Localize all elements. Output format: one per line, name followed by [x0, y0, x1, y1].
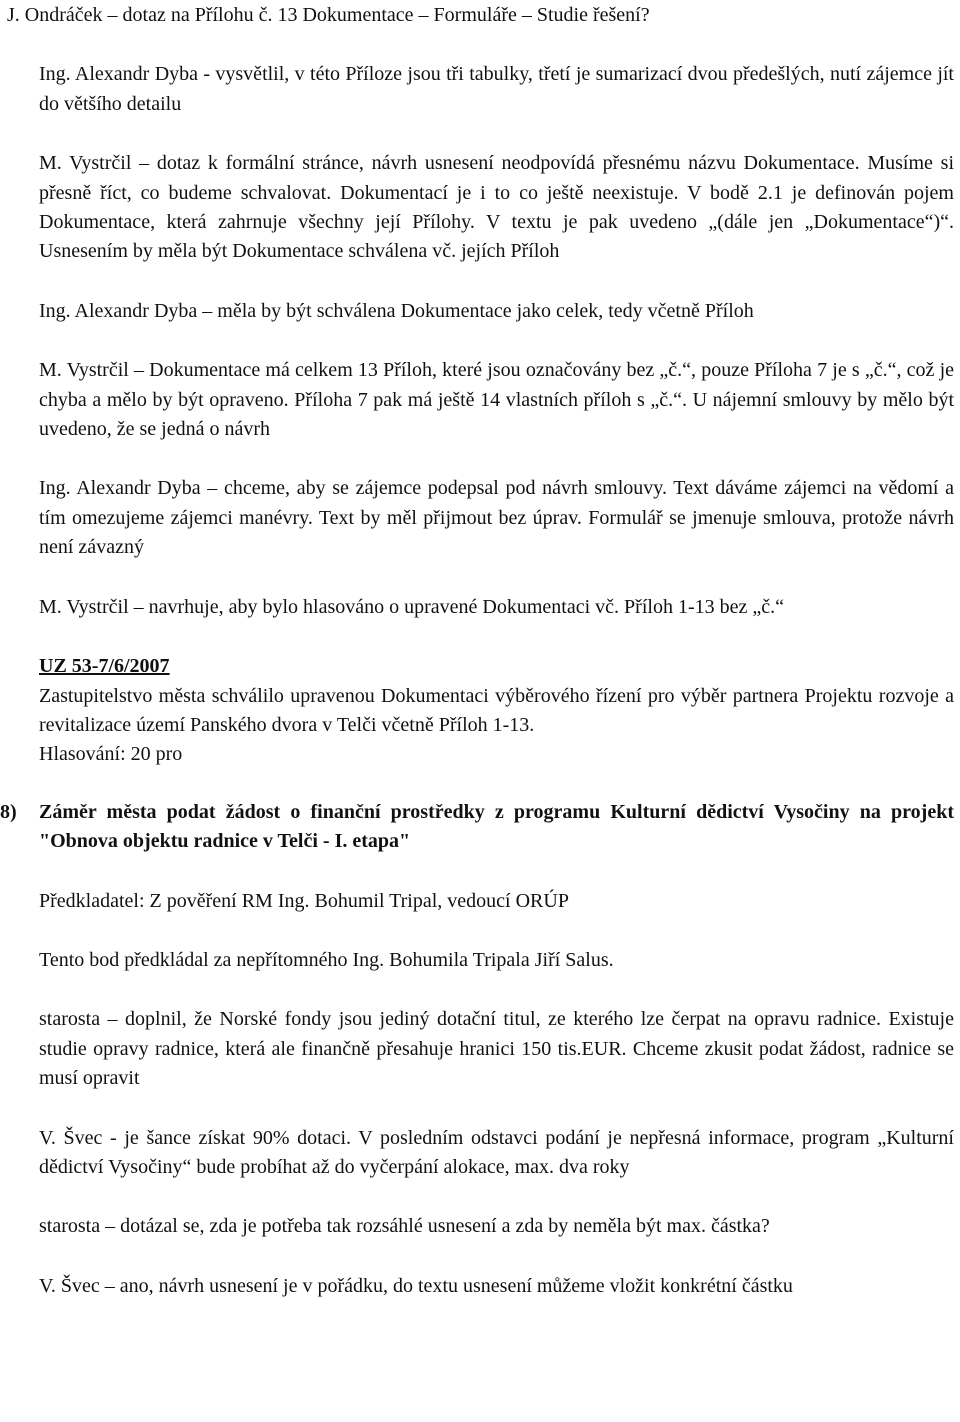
agenda-item-title: Záměr města podat žádost o finanční prostředky z programu Kulturní dědictví Vysočiny na projekt "Obnova objektu radnice v Telči - I. etapa"	[39, 800, 954, 853]
paragraph-svec-answer: V. Švec – ano, návrh usnesení je v pořádku, do textu usnesení můžeme vložit konkrétní částku	[39, 1274, 793, 1297]
paragraph-dyba-contract: Ing. Alexandr Dyba – chceme, aby se zájemce podepsal pod návrh smlouvy. Text dáváme zájemci na vědomí a tím omezujeme zájemci manévry. Text by měl přijmout bez úprav. Formulář se jmenuje smlouva, protože návrh není závazný	[39, 477, 954, 559]
paragraph-vystrcil-attachments: M. Vystrčil – Dokumentace má celkem 13 Příloh, které jsou označovány bez „č.“, pouze Příloha 7 je s „č.“, což je chyba a mělo by být opraveno. Příloha 7 pak má ještě 14 vlastních příloh s „č.“. U nájemní smlouvy by mělo být uvedeno, že se jedná o návrh	[39, 359, 954, 441]
paragraph-presenter: Předkladatel: Z pověření RM Ing. Bohumil Tripal, vedoucí ORÚP	[39, 889, 569, 912]
resolution-id: UZ 53-7/6/2007	[39, 655, 170, 678]
paragraph-mayor-question: starosta – dotázal se, zda je potřeba tak rozsáhlé usnesení a zda by neměla být max. částka?	[39, 1215, 770, 1238]
paragraph-dyba-explanation: Ing. Alexandr Dyba - vysvětlil, v této Příloze jsou tři tabulky, třetí je sumarizací dvou předešlých, nutí zájemce jít do většího detailu	[39, 63, 954, 115]
paragraph-vystrcil-formal: M. Vystrčil – dotaz k formální stránce, návrh usnesení neodpovídá přesnému názvu Dokumentace. Musíme si přesně říct, co budeme schvalovat. Dokumentací je i to co ještě neexistuje. V bodě 2.1 je definován pojem Dokumentace, která zahrnuje všechny její Přílohy. V textu je pak uvedeno „(dále jen „Dokumentace“)“. Usnesením by měla být Dokumentace schválena vč. jejích Příloh	[39, 152, 954, 263]
resolution-vote: Hlasování: 20 pro	[39, 743, 183, 766]
paragraph-svec-subsidy: V. Švec - je šance získat 90% dotaci. V posledním odstavci podání je nepřesná informace, program „Kulturní dědictví Vysočiny“ bude probíhat až do vyčerpání alokace, max. dva roky	[39, 1126, 954, 1178]
agenda-item-number: 8)	[0, 800, 17, 823]
agenda-item-8	[0, 798, 954, 857]
paragraph-mayor-norwegian-funds: starosta – doplnil, že Norské fondy jsou jediný dotační titul, ze kterého lze čerpat na opravu radnice. Existuje studie opravy radnice, která ale finančně přesahuje hranici 150 tis.EUR. Chceme zkusit podat žádost, radnice se musí opravit	[39, 1008, 954, 1090]
resolution-text: Zastupitelstvo města schválilo upravenou Dokumentaci výběrového řízení pro výběr partnera Projektu rozvoje a revitalizace území Panského dvora v Telči včetně Příloh 1-13.	[39, 684, 954, 736]
question-line: J. Ondráček – dotaz na Přílohu č. 13 Dokumentace – Formuláře – Studie řešení?	[7, 4, 650, 26]
paragraph-substitute-presenter: Tento bod předkládal za nepřítomného Ing. Bohumila Tripala Jiří Salus.	[39, 948, 614, 971]
paragraph-dyba-approval: Ing. Alexandr Dyba – měla by být schválena Dokumentace jako celek, tedy včetně Příloh	[39, 299, 754, 322]
resolution-block	[39, 652, 954, 770]
paragraph-vystrcil-vote-proposal: M. Vystrčil – navrhuje, aby bylo hlasováno o upravené Dokumentaci vč. Příloh 1-13 bez „č.“	[39, 595, 784, 618]
